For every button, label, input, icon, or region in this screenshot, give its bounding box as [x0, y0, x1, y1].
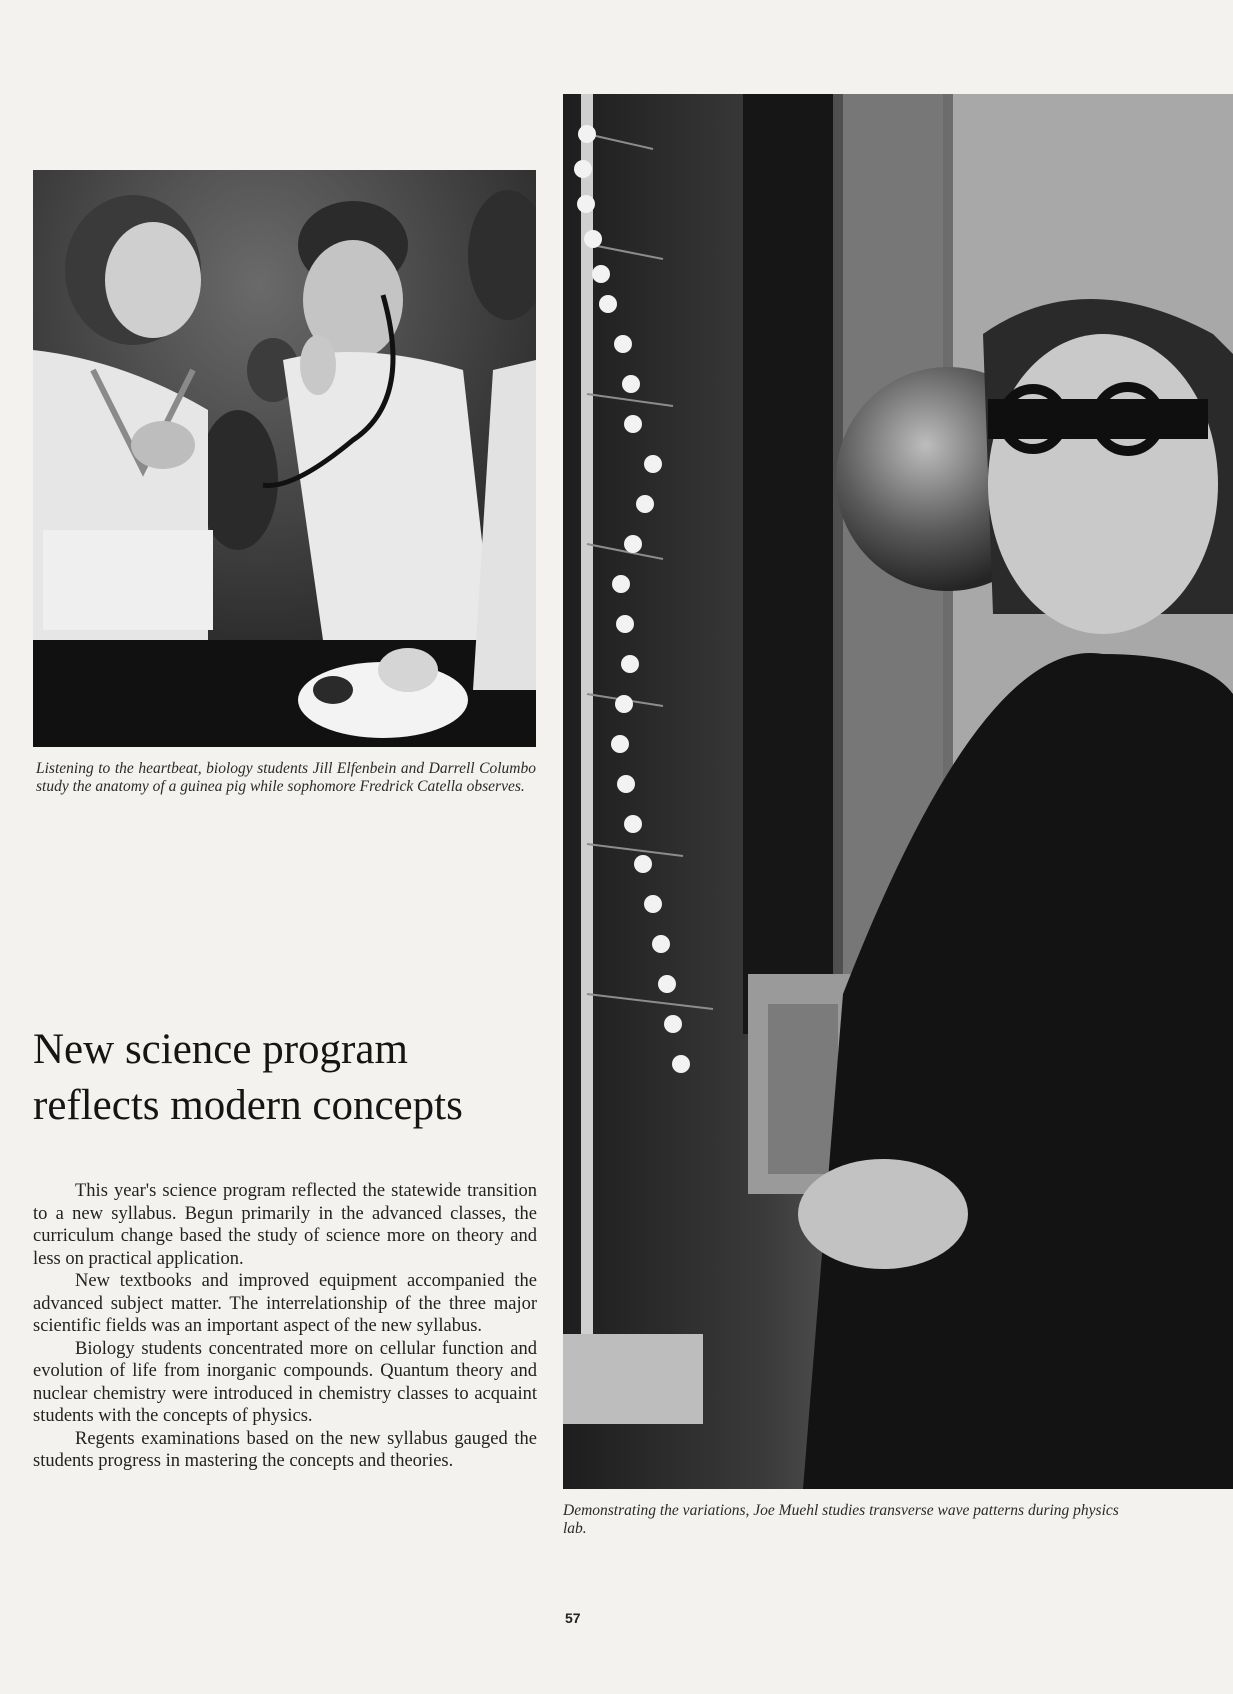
headline-line-2: reflects modern concepts: [33, 1082, 463, 1129]
article-paragraph: New textbooks and improved equipment accompanied the advanced subject matter. The interrelationship of the three major scientific fields was an important aspect of the new syllabus.: [33, 1271, 537, 1336]
biology-class-photo: [33, 170, 536, 747]
article-body: [33, 1180, 537, 1473]
biology-photo-image: [33, 170, 536, 747]
headline-line-1: New science program: [33, 1026, 408, 1073]
biology-photo-caption: Listening to the heartbeat, biology students Jill Elfenbein and Darrell Columbo study the anatomy of a guinea pig while sophomore Fredrick Catella observes.: [36, 760, 536, 795]
page-number: 57: [565, 1610, 581, 1626]
article-paragraph: Biology students concentrated more on cellular function and evolution of life from inorganic compounds. Quantum theory and nuclear chemistry were introduced in chemistry classes to acquaint students with the concepts of physics.: [33, 1338, 537, 1426]
physics-photo-caption: Demonstrating the variations, Joe Muehl studies transverse wave patterns during physics lab.: [563, 1502, 1119, 1537]
physics-photo-image: [563, 94, 1233, 1489]
article-headline: [33, 1022, 553, 1134]
article-paragraph: This year's science program reflected the statewide transition to a new syllabus. Begun primarily in the advanced classes, the curriculum change based the study of science more on theory and less on practical application.: [33, 1181, 537, 1269]
physics-lab-photo: [563, 94, 1233, 1489]
article-paragraph: Regents examinations based on the new syllabus gauged the students progress in mastering the concepts and theories.: [33, 1428, 537, 1471]
